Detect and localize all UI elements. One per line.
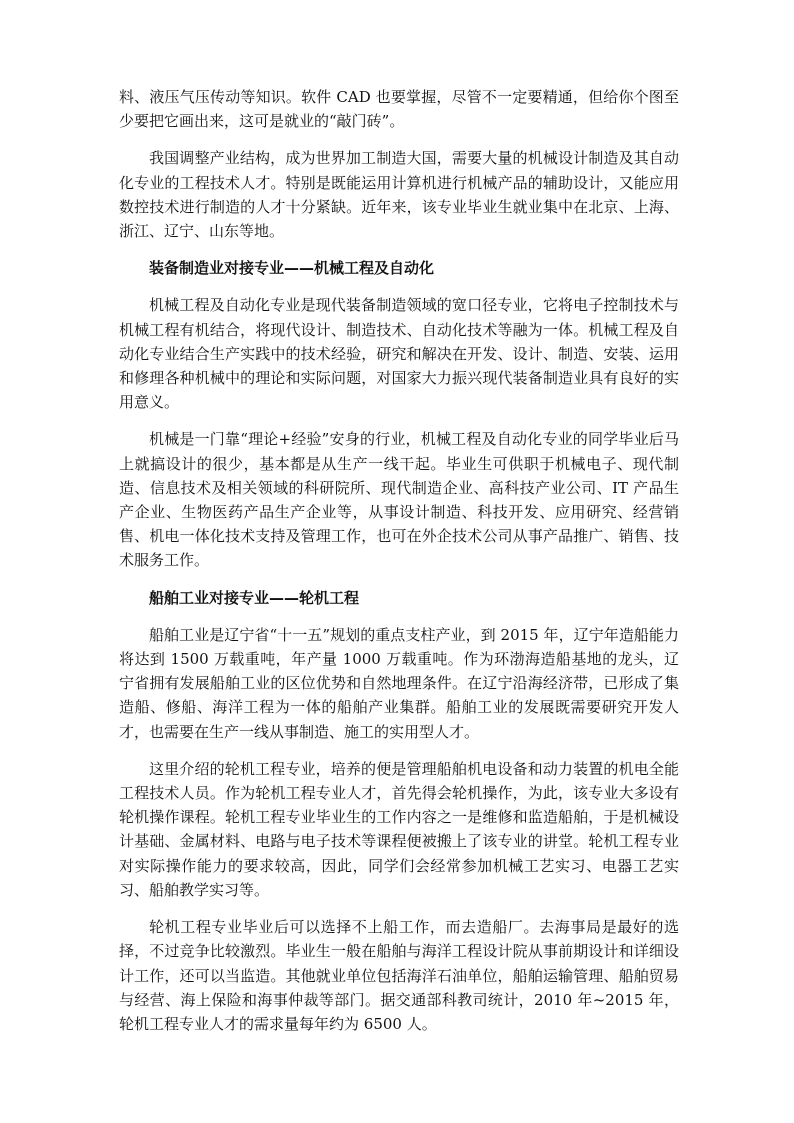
paragraph-marine-engineering-careers: 轮机工程专业毕业后可以选择不上船工作，而去造船厂。去海事局是最好的选择，不过竞争比较激烈。毕业生一般在船舶与海洋工程设计院从事前期设计和详细设计工作，还可以当监造。其他就业单位包括海洋石油单位，船舶运输管理、船舶贸易与经营、海上保险和海事仲裁等部门。据交通部科教司统计，2010 年~2015 年，轮机工程专业人才的需求量每年约为 6500 人。 <box>119 918 679 1033</box>
paragraph-mechanical-engineering-intro: 机械工程及自动化专业是现代装备制造领域的宽口径专业，它将电子控制技术与机械工程有机结合，将现代设计、制造技术、自动化技术等融为一体。机械工程及自动化专业结合生产实践中的技术经验，研究和解决在开发、设计、制造、安装、运用和修理各种机械中的理论和实际问题，对国家大力振兴现代装备制造业具有良好的实用意义。 <box>119 296 679 412</box>
paragraph-mechanical-engineering-careers: 机械是一门靠“理论+经验”安身的行业，机械工程及自动化专业的同学毕业后马上就搞设计的很少，基本都是从生产一线干起。毕业生可供职于机械电子、现代制造、信息技术及相关领域的科研院所、现代制造企业、高科技产业公司、IT 产品生产企业、生物医药产品生产企业等，从事设计制造、科技开发、应用研究、经营销售、机电一体化技术支持及管理工作，也可在外企技术公司从事产品推广、销售、技术服务工作。 <box>119 430 679 570</box>
paragraph-industry-demand: 我国调整产业结构，成为世界加工制造大国，需要大量的机械设计制造及其自动化专业的工程技术人才。特别是既能运用计算机进行机械产品的辅助设计，又能应用数控技术进行制造的人才十分紧缺。近年来，该专业毕业生就业集中在北京、上海、浙江、辽宁、山东等地。 <box>119 149 679 241</box>
document-page <box>119 85 679 1049</box>
section-heading-marine-engineering: 船舶工业对接专业——轮机工程 <box>149 588 360 607</box>
paragraph-shipbuilding-industry: 船舶工业是辽宁省“十一五”规划的重点支柱产业，到 2015 年，辽宁年造船能力将达到 1500 万载重吨，年产量 1000 万载重吨。作为环渤海造船基地的龙头，辽宁省拥有发展船舶工业的区位优势和自然地理条件。在辽宁沿海经济带，已形成了集造船、修船、海洋工程为一体的船舶产业集群。船舶工业的发展既需要研究开发人才，也需要在生产一线从事制造、施工的实用型人才。 <box>119 625 679 741</box>
paragraph-cad-skills: 料、液压气压传动等知识。软件 CAD 也要掌握，尽管不一定要精通，但给你个图至少要把它画出来，这可是就业的“敲门砖”。 <box>119 88 679 131</box>
section-heading-mechanical-engineering: 装备制造业对接专业——机械工程及自动化 <box>149 259 435 278</box>
paragraph-marine-engineering-training: 这里介绍的轮机工程专业，培养的便是管理船舶机电设备和动力装置的机电全能工程技术人员。作为轮机工程专业人才，首先得会轮机操作，为此，该专业大多设有轮机操作课程。轮机工程专业毕业生的工作内容之一是维修和监造船舶，于是机械设计基础、金属材料、电路与电子技术等课程便被搬上了该专业的讲堂。轮机工程专业对实际操作能力的要求较高，因此，同学们会经常参加机械工艺实习、电器工艺实习、船舶教学实习等。 <box>119 759 679 899</box>
